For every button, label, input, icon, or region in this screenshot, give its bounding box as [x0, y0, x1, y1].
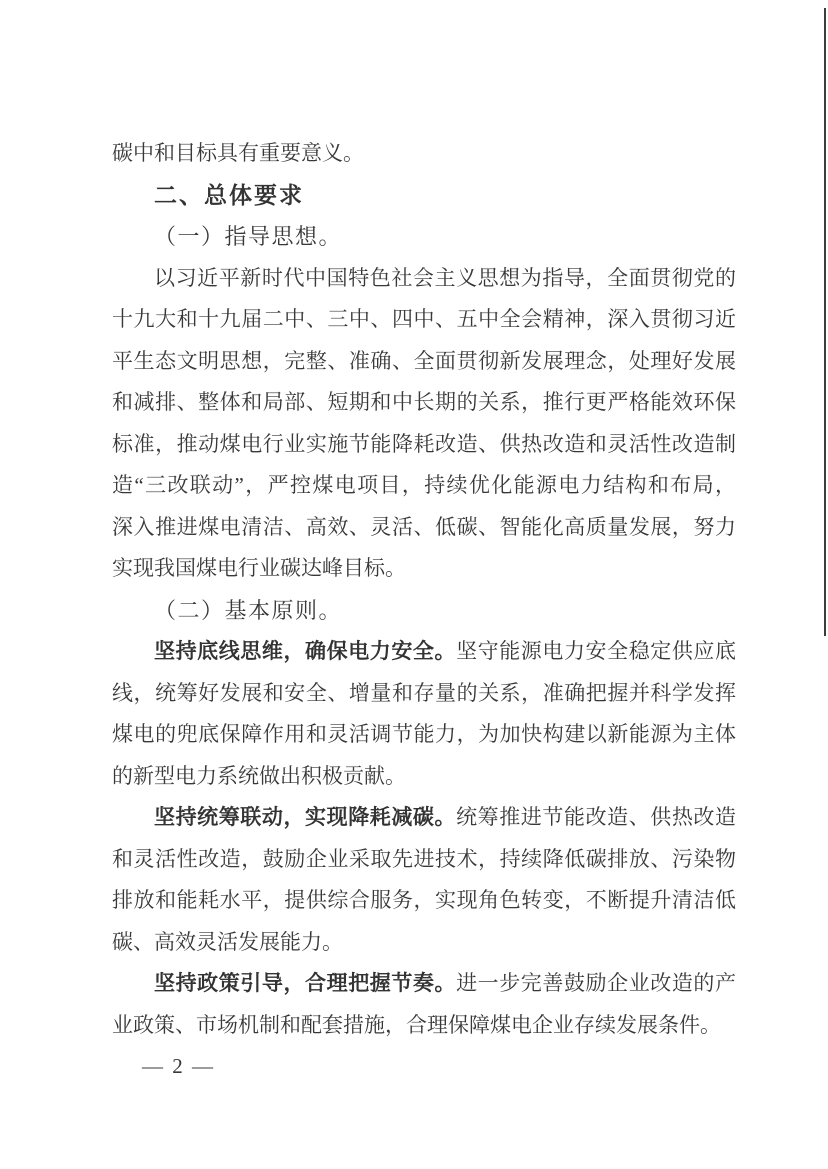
- scan-edge-line: [824, 8, 826, 636]
- text-line: [112, 963, 736, 1005]
- text-line: [112, 382, 736, 424]
- text-line: [112, 673, 736, 715]
- paragraph-principle-3: [112, 963, 736, 1046]
- body-text: 业政策、市场机制和配套措施，合理保障煤电企业存续发展条件。: [112, 1012, 721, 1037]
- subsection-heading-2: [112, 590, 736, 632]
- text-line: [112, 590, 736, 632]
- text-line: [112, 880, 736, 922]
- bold-lead-text: 二、总体要求: [154, 181, 304, 208]
- body-text: 以习近平新时代中国特色社会主义思想为指导，全面贯彻党的: [154, 265, 736, 290]
- body-text: 造“三改联动”，严控煤电项目，持续优化能源电力结构和布局，: [112, 473, 736, 497]
- text-line: [112, 175, 736, 217]
- body-text: （一）指导思想。: [154, 224, 343, 249]
- text-line: [112, 839, 736, 881]
- text-line: [112, 714, 736, 756]
- body-text: 的新型电力系统做出积极贡献。: [112, 763, 406, 788]
- text-line: [112, 507, 736, 549]
- page-content: [112, 133, 736, 1088]
- section-heading: [112, 175, 736, 217]
- text-line: [112, 424, 736, 466]
- text-line: [112, 548, 736, 590]
- body-text: 碳、高效灵活发展能力。: [112, 929, 343, 954]
- paragraph-principle-2: [112, 797, 736, 963]
- body-text: 碳中和目标具有重要意义。: [112, 141, 364, 165]
- body-text: 统筹推进节能改造、供热改造: [456, 805, 736, 829]
- body-text: 深入推进煤电清洁、高效、灵活、低碳、智能化高质量发展，努力: [112, 514, 736, 539]
- text-line: [112, 299, 736, 341]
- text-line: [112, 258, 736, 300]
- paragraph-continuation: [112, 133, 736, 175]
- text-line: [112, 465, 736, 507]
- body-text: 标准，推动煤电行业实施节能降耗改造、供热改造和灵活性改造制: [112, 431, 736, 456]
- bold-lead-text: 坚持统筹联动，实现降耗减碳。: [154, 805, 457, 829]
- bold-lead-text: 坚持底线思维，确保电力安全。: [154, 639, 457, 663]
- body-text: 进一步完善鼓励企业改造的产: [456, 971, 736, 995]
- body-text: 线，统筹好发展和安全、增量和存量的关系，准确把握并科学发挥: [112, 680, 736, 705]
- body-text: （二）基本原则。: [154, 597, 343, 623]
- paragraph-principle-1: [112, 631, 736, 797]
- page-number: — 2 —: [142, 1054, 215, 1078]
- text-line: [112, 756, 736, 798]
- text-line: [112, 797, 736, 839]
- text-line: [112, 922, 736, 964]
- body-text: 坚守能源电力安全稳定供应底: [456, 639, 736, 663]
- text-line: [112, 631, 736, 673]
- document-body: [112, 133, 736, 1046]
- bold-lead-text: 坚持政策引导，合理把握节奏。: [154, 971, 457, 995]
- text-line: [112, 1005, 736, 1047]
- body-text: 排放和能耗水平，提供综合服务，实现角色转变，不断提升清洁低: [112, 888, 736, 912]
- body-text: 实现我国煤电行业碳达峰目标。: [112, 556, 406, 580]
- text-line: [112, 341, 736, 383]
- body-text: 十九大和十九届二中、三中、四中、五中全会精神，深入贯彻习近: [112, 307, 736, 331]
- body-text: 煤电的兜底保障作用和灵活调节能力，为加快构建以新能源为主体: [112, 722, 736, 746]
- text-line: [112, 216, 736, 258]
- subsection-heading-1: [112, 216, 736, 258]
- body-text: 和减排、整体和局部、短期和中长期的关系，推行更严格能效环保: [112, 390, 736, 414]
- paragraph-guiding-ideology: [112, 258, 736, 590]
- body-text: 和灵活性改造，鼓励企业采取先进技术，持续降低碳排放、污染物: [112, 846, 736, 871]
- text-line: [112, 133, 736, 175]
- body-text: 平生态文明思想，完整、准确、全面贯彻新发展理念，处理好发展: [112, 348, 736, 373]
